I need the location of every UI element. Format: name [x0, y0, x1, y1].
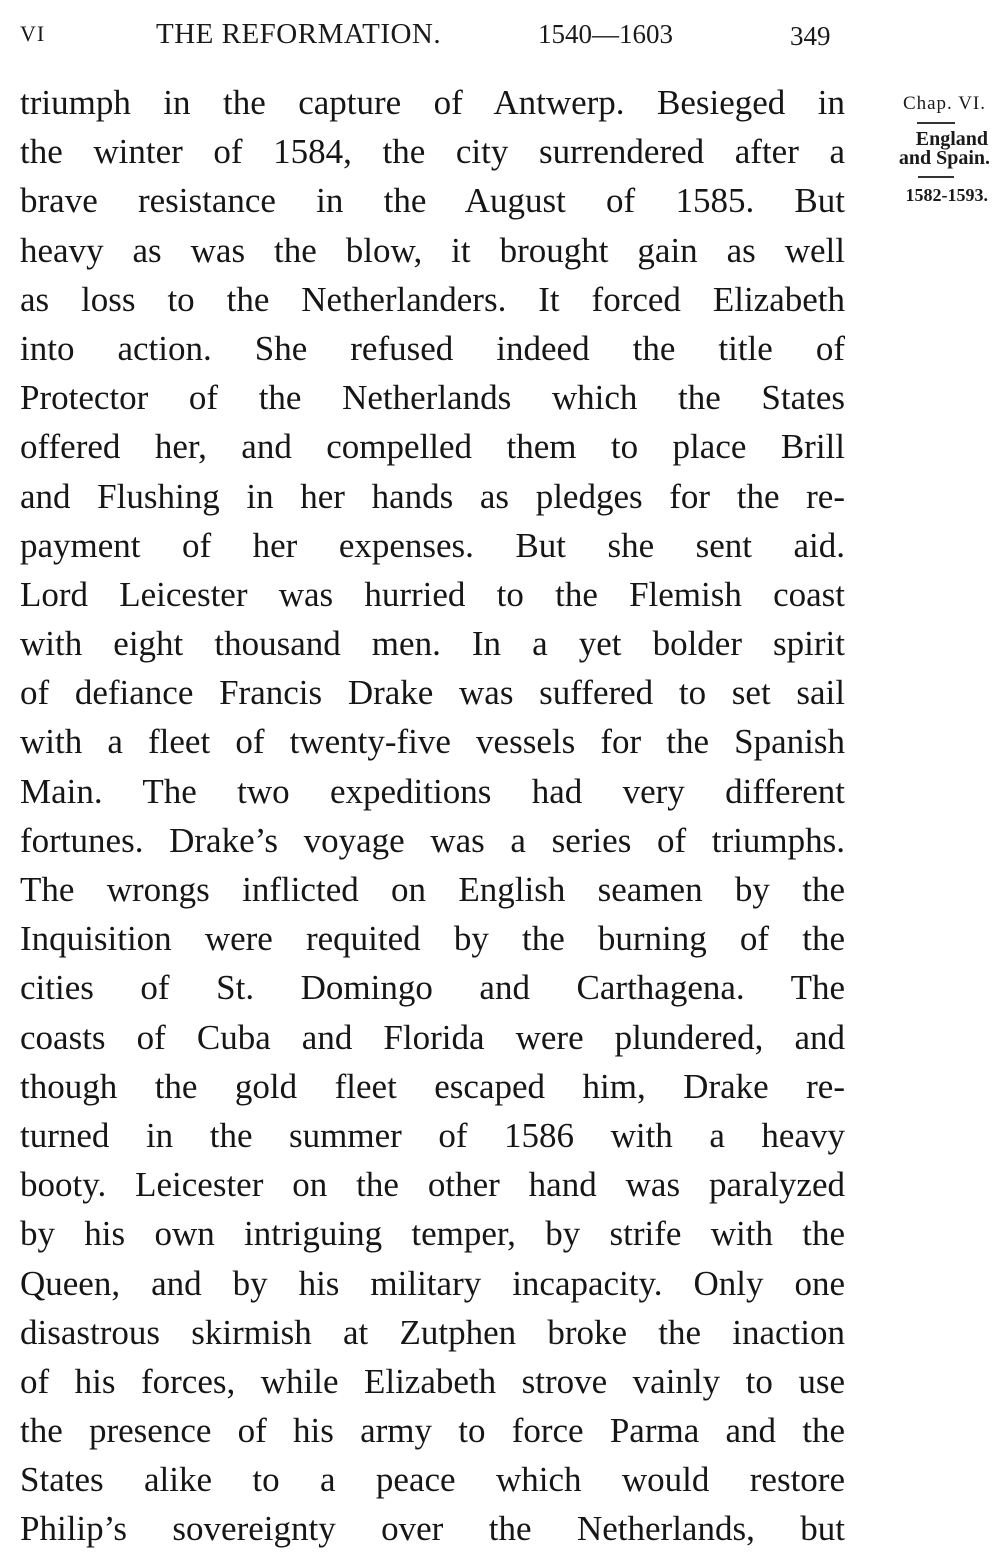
body-text [20, 78, 845, 1554]
text-line: Lord Leicester was hurried to the Flemish coast [20, 574, 845, 614]
text-line: Protector of the Netherlands which the States [20, 378, 845, 418]
text-line: with a fleet of twenty-five vessels for the Spanish [20, 722, 845, 762]
text-line: the presence of his army to force Parma and the [20, 1411, 845, 1451]
text-line: Queen, and by his military incapacity. Only one [20, 1263, 845, 1303]
text-line: into action. She refused indeed the title of [20, 328, 845, 368]
text-line: Philip’s sovereignty over the Netherlands, but [20, 1509, 845, 1549]
text-line: the winter of 1584, the city surrendered after a [20, 132, 845, 172]
text-line: of his forces, while Elizabeth strove vainly to use [20, 1361, 845, 1401]
margin-note-rule [918, 176, 954, 178]
text-line: turned in the summer of 1586 with a heavy [20, 1115, 845, 1155]
text-line: The wrongs inflicted on English seamen by the [20, 870, 845, 909]
margin-note-dates: 1582-1593. [905, 185, 988, 205]
text-line: payment of her expenses. But she sent aid. [20, 525, 845, 565]
text-line: Inquisition were requited by the burning of the [20, 919, 845, 959]
text-line: of defiance Francis Drake was suffered to set sail [20, 673, 845, 713]
text-line: with eight thousand men. In a yet bolder spirit [20, 624, 845, 664]
chapter-numeral: VI [20, 21, 46, 46]
running-title: THE REFORMATION. [156, 18, 442, 50]
text-line: by his own intriguing temper, by strife with the [20, 1214, 845, 1254]
text-line: as loss to the Netherlanders. It forced Elizabeth [20, 279, 845, 319]
running-head [20, 14, 850, 54]
text-line: States alike to a peace which would restore [20, 1460, 845, 1500]
page-number: 349 [790, 21, 831, 51]
text-line: cities of St. Domingo and Carthagena. The [20, 968, 845, 1008]
text-line: brave resistance in the August of 1585. But [20, 181, 845, 221]
text-line: Main. The two expeditions had very different [20, 771, 845, 811]
text-line: though the gold fleet escaped him, Drake re- [20, 1066, 845, 1106]
margin-note-subject-line2: and Spain. [898, 147, 990, 169]
text-line: disastrous skirmish at Zutphen broke the inaction [20, 1312, 845, 1352]
margin-note-chapter: Chap. VI. [902, 93, 986, 114]
margin-note-rule [917, 122, 955, 124]
text-line: triumph in the capture of Antwerp. Besieged in [20, 83, 845, 122]
text-line: booty. Leicester on the other hand was paralyzed [20, 1165, 845, 1205]
text-line: fortunes. Drake’s voyage was a series of triumphs. [20, 820, 845, 860]
margin-note [858, 92, 990, 206]
margin-note-subject-line1: England [915, 128, 988, 150]
text-line: coasts of Cuba and Florida were plundered, and [20, 1017, 845, 1057]
text-line: and Flushing in her hands as pledges for the re- [20, 476, 845, 516]
text-line: offered her, and compelled them to place Brill [20, 427, 845, 467]
text-line: heavy as was the blow, it brought gain as well [20, 230, 845, 270]
running-dates: 1540—1603 [538, 19, 673, 49]
